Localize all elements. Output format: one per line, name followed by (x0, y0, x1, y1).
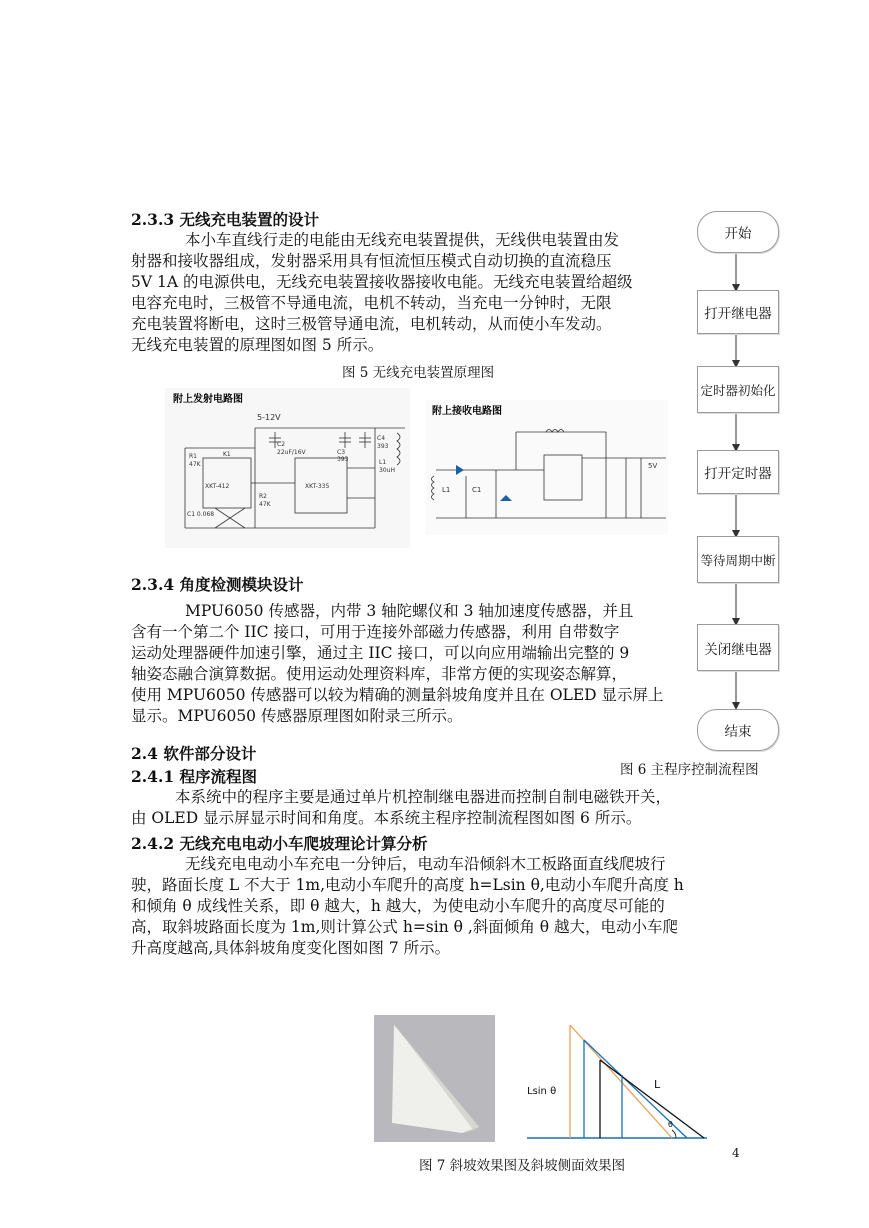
tx-c4v: 393 (377, 443, 389, 450)
text-line: 充电装置将断电，这时三极管导通电流，电机转动，从而使小车发动。 (131, 315, 612, 333)
flowchart-end: 结束 (697, 709, 779, 751)
heading-2-4-1: 2.4.1 程序流程图 (131, 767, 258, 786)
label-lsin-theta: Lsin θ (527, 1086, 557, 1097)
tx-r1: R1 (189, 453, 197, 460)
tx-c2: C2 (277, 441, 286, 448)
slope-render-image (374, 1015, 495, 1142)
figure-5-caption: 图 5 无线充电装置原理图 (342, 365, 495, 381)
paragraph-2-4-1 (131, 787, 731, 829)
heading-2-3-4: 2.3.4 角度检测模块设计 (131, 575, 304, 594)
heading-2-4: 2.4 软件部分设计 (131, 744, 257, 763)
text-line: 由 OLED 显示屏显示时间和角度。本系统主程序控制流程图如图 6 所示。 (131, 809, 642, 827)
tx-c3v: 393 (337, 456, 349, 463)
text-line: 无线充电装置的原理图如图 5 所示。 (131, 336, 384, 354)
flowchart-step-open-relay: 打开继电器 (697, 290, 779, 334)
transmitter-circuit-diagram (165, 388, 410, 548)
text-line: 电容充电时，三极管不导通电流，电机不转动，当充电一分钟时，无限 (131, 294, 612, 312)
text-line: 轴姿态融合演算数据。使用运动处理资料库，非常方便的实现姿态解算， (131, 665, 628, 683)
text-line: 驶，路面长度 L 不大于 1m,电动小车爬升的高度 h=Lsin θ,电动小车爬升高度 h (131, 876, 684, 894)
paragraph-2-4-2 (131, 854, 741, 959)
text-line: 运动处理器硬件加速引擎，通过主 IIC 接口，可以向应用端输出完整的 9 (131, 644, 630, 662)
figure-6-caption: 图 6 主程序控制流程图 (620, 762, 759, 778)
text-line: 无线充电电动小车充电一分钟后，电动车沿倾斜木工板路面直线爬坡行 (185, 855, 666, 873)
tx-ic2: XKT-335 (305, 483, 330, 490)
text-line: 和倾角 θ 成线性关系，即 θ 越大，h 越大，为使电动小车爬升的高度尽可能的 (131, 897, 665, 915)
flowchart-step-timer-init: 定时器初始化 (697, 366, 779, 413)
paragraph-2-3-4 (131, 601, 686, 727)
flowchart-start: 开始 (697, 211, 779, 253)
tx-c4: C4 (377, 435, 386, 442)
label-theta: θ (668, 1120, 673, 1129)
text-line: MPU6050 传感器，内带 3 轴陀螺仪和 3 轴加速度传感器，并且 (185, 602, 634, 620)
tx-l1v: 30uH (379, 467, 395, 474)
label-L: L (654, 1078, 661, 1091)
tx-title: 附上发射电路图 (173, 394, 243, 405)
flowchart-step-open-timer: 打开定时器 (697, 450, 779, 494)
tx-ic1: XKT-412 (205, 483, 230, 490)
heading-2-4-2: 2.4.2 无线充电电动小车爬坡理论计算分析 (131, 834, 428, 853)
text-line: 本小车直线行走的电能由无线充电装置提供，无线供电装置由发 (185, 231, 620, 249)
text-line: 本系统中的程序主要是通过单片机控制继电器进而控制自制电磁铁开关， (175, 788, 672, 806)
paragraph-2-3-3 (131, 230, 686, 360)
tx-vin: 5-12V (257, 413, 281, 422)
rx-c: C1 (472, 486, 482, 494)
flowchart-step-wait-interrupt: 等待周期中断 (697, 536, 779, 583)
text-line: 显示。MPU6050 传感器原理图如附录三所示。 (131, 707, 463, 725)
tx-k1: K1 (223, 451, 231, 458)
flowchart-step-close-relay: 关闭继电器 (697, 624, 779, 671)
heading-2-3-3: 2.3.3 无线充电装置的设计 (131, 210, 320, 229)
text-line: 升高度越高,具体斜坡角度变化图如图 7 所示。 (131, 939, 451, 957)
figure-7-caption: 图 7 斜坡效果图及斜坡侧面效果图 (419, 1158, 626, 1174)
slope-side-view-diagram (522, 1020, 712, 1142)
tx-r1v: 47K (189, 461, 201, 468)
page-number: 4 (732, 1146, 740, 1160)
rx-title: 附上接收电路图 (432, 406, 502, 417)
text-line: 射器和接收器组成，发射器采用具有恒流恒压模式自动切换的直流稳压 (131, 252, 612, 270)
tx-l1: L1 (379, 459, 387, 466)
receiver-circuit-diagram (426, 400, 668, 535)
rx-l: L1 (442, 486, 451, 494)
text-line: 使用 MPU6050 传感器可以较为精确的测量斜坡角度并且在 OLED 显示屏上 (131, 686, 664, 704)
rx-v: 5V (648, 462, 658, 470)
text-line: 高，取斜坡路面长度为 1m,则计算公式 h=sin θ ,斜面倾角 θ 越大，电动小车爬 (131, 918, 679, 936)
tx-r2: R2 (259, 493, 267, 500)
tx-c1: C1 0.068 (187, 511, 215, 518)
tx-c3: C3 (337, 449, 346, 456)
text-line: 5V 1A 的电源供电，无线充电装置接收器接收电能。无线充电装置给超级 (131, 273, 633, 291)
text-line: 含有一个第二个 IIC 接口，可用于连接外部磁力传感器，利用 自带数字 (131, 623, 620, 641)
tx-c2v: 22uF/16V (277, 449, 306, 456)
tx-r2v: 47K (259, 501, 271, 508)
